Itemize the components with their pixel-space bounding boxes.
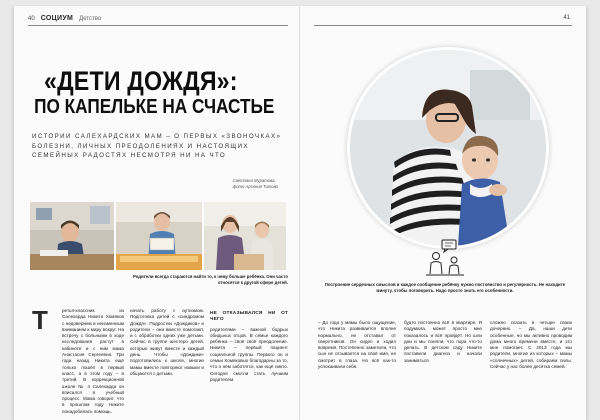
header-rule	[314, 25, 572, 26]
body-text: ретья-классник из Салехарда Никита Хомяков с недоверием и неизменным вниманием к миру вокруг. На встречу с больными в ходе исследования растут в кабинете и с ним мама Анастасия Сергеевна. Три года назад Никита ещё только пошёл в первый класс, а в этом году – в третий. В коррекционной школе № 4 Салехарда он вписался в учебный процесс. Мама говорит, что в прошлом году Никите понадобилась помощь.	[62, 308, 124, 414]
body-column-1	[318, 320, 396, 420]
photo-caption: Родители всегда стараются найти то, к чему больше ребёнка. Они часто относятся к другой сфере детей.	[132, 274, 288, 285]
body-column-2	[130, 308, 204, 416]
byline-photo: фото Арсения Титова	[232, 184, 278, 189]
article-lead: ИСТОРИИ САЛЕХАРДСКИХ МАМ – О ПЕРВЫХ «ЗВОНОЧКАХ» БОЛЕЗНИ, ЛИЧНЫХ ПРЕОДОЛЕНИЯХ И НАСТОЯЩИХ СЕМЕЙНЫХ РАДОСТЯХ НЕСМОТРЯ НИ НА ЧТО	[32, 133, 282, 159]
page-number: 41	[563, 15, 570, 21]
mother-child-speech-icon	[424, 238, 466, 278]
body-text: будто постоянно всё в квартире. Я подумала, может просто мне показалось и всё пройдёт. Но шли дни и мы поняли, что пора что-то делать. В детском саду Никите поставили диагноз и начали заниматься.	[404, 320, 482, 363]
photo-mother-and-boy	[204, 202, 286, 270]
body-column-3	[210, 308, 288, 416]
body-text: – До года у мамы было ощущение, что Никита развивается вполне нормально, не отставал от сверстников. Он сидел и ходил вовремя. Постепенно заметили, что сын не отзывается на своё имя, не смотрит в глаза. Но всё как-то успокаивали себя.	[318, 320, 396, 370]
article-subtitle: ПО КАПЕЛЬКЕ НА СЧАСТЬЕ	[33, 96, 274, 118]
body-column-2	[404, 320, 482, 420]
page-number: 40	[28, 16, 35, 22]
page-header	[28, 15, 101, 22]
photo-caption: Построение сердечных смыслов и каждое сообщение ребёнку нужно постоянство и регулярность. Не находите минуту, чтобы поговорить. Надо просто знать его особенности.	[324, 282, 566, 293]
photo-mother-hugging-son	[350, 50, 546, 246]
section-title: СОЦИУМ	[40, 15, 74, 22]
drop-cap: Т	[32, 305, 48, 335]
body-text: сложно сказать в четыре своих дочерних. – Да, наши дети особенные, но мы активно проводим дома много времени вместе, и это мне помогает. С 2013 года мы родители, многие из которых – мамы «солнечных» детей, собираем силы. Сейчас у нас более десятка семей.	[490, 320, 572, 370]
byline-author: Светлана Муратова,	[232, 178, 276, 183]
body-column-3	[490, 320, 572, 420]
section-subhead: НЕ ОТКАЗЫВАЛСЯ НИ ОТ ЧЕГО	[210, 311, 288, 323]
body-text: начать работу с аутизмом. Подготовка детей с «синдромом Дождя». Подростки «Дождиков» и родители – они вместе помогают, и с обработки одних уже детьми. Сейчас в группе шестеро детей, которые живут вместе и каждый день. Чтобы «Дождики» подготовились к школе, многие мамы вместе повторяют навыки и общаются с детьми.	[130, 308, 204, 376]
body-column-1	[50, 308, 124, 416]
article-title: «ДЕТИ ДОЖДЯ»:	[44, 66, 238, 96]
photo-boy-with-sign	[116, 202, 202, 270]
byline	[233, 178, 278, 190]
right-page	[300, 6, 586, 420]
body-text: родителями – важной бодрых обидьных отцов. В семье каждого ребёнка – своё своё преодоление. Никита – первый пациент социальной группы. Первого он и семьи Хомяковых благодарны за то, что о нём заботятся, как ещё никто. Сегодня смогли стать лучшим родителем.	[210, 326, 288, 382]
photo-boy-at-desk	[30, 202, 114, 270]
left-page	[14, 6, 300, 420]
header-rule	[28, 25, 288, 26]
subsection-title: Детство	[79, 16, 102, 22]
